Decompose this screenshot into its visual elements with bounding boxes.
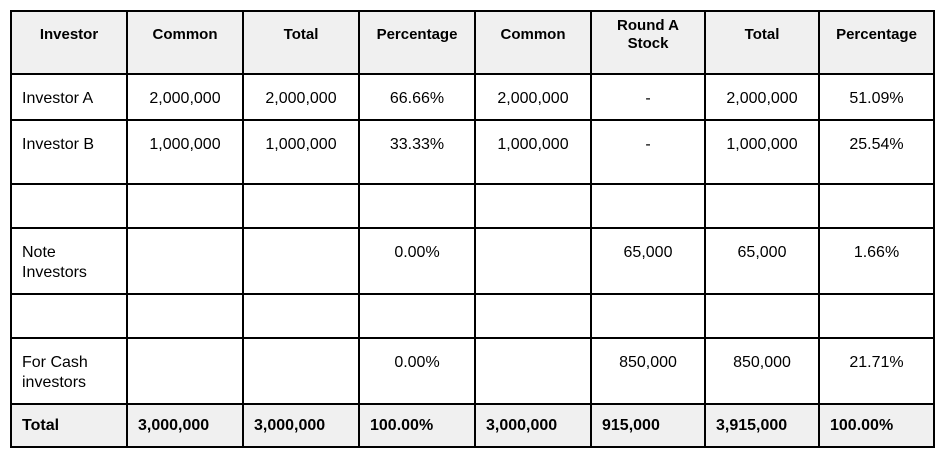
table-cell xyxy=(359,74,475,120)
table-cell xyxy=(591,338,705,404)
header-total xyxy=(243,11,359,74)
cap-table-container xyxy=(10,10,935,448)
header-investor xyxy=(11,11,127,74)
table-cell xyxy=(819,294,934,338)
investor-cell xyxy=(11,120,127,184)
total-cell xyxy=(359,404,475,447)
table-cell xyxy=(705,294,819,338)
cell-text xyxy=(476,295,590,309)
cell-text xyxy=(244,339,358,353)
cell-text xyxy=(476,229,590,243)
cell-text: 850,000 xyxy=(619,354,677,371)
cell-text: 1,000,000 xyxy=(497,136,569,153)
table-cell xyxy=(11,294,127,338)
cell-text: 0.00% xyxy=(394,354,440,371)
table-cell xyxy=(359,120,475,184)
cell-text: Total xyxy=(22,417,60,434)
cell-text xyxy=(706,185,818,199)
cell-text xyxy=(592,185,704,199)
table-row-empty xyxy=(11,294,934,338)
cell-text: 3,915,000 xyxy=(716,417,788,434)
header-total-2 xyxy=(705,11,819,74)
header-label: Round A Stock xyxy=(617,17,679,52)
table-cell xyxy=(591,120,705,184)
total-cell xyxy=(819,404,934,447)
cell-text xyxy=(360,295,474,309)
table-cell xyxy=(591,74,705,120)
investor-cell xyxy=(11,338,127,404)
cell-text: 33.33% xyxy=(389,136,445,153)
cell-text: 850,000 xyxy=(733,354,791,371)
table-cell xyxy=(475,184,591,228)
header-label: Total xyxy=(744,26,780,43)
header-label: Investor xyxy=(39,26,99,43)
cell-text: 1,000,000 xyxy=(265,136,337,153)
cell-text: - xyxy=(645,136,651,153)
cell-text: 100.00% xyxy=(370,417,434,434)
table-cell xyxy=(475,338,591,404)
cell-text: 66.66% xyxy=(389,90,445,107)
header-label: Common xyxy=(152,26,218,43)
cell-text: 65,000 xyxy=(737,244,787,261)
total-row xyxy=(11,404,934,447)
table-cell xyxy=(705,184,819,228)
table-cell xyxy=(819,184,934,228)
table-cell xyxy=(705,74,819,120)
table-cell xyxy=(819,228,934,294)
cell-text: 3,000,000 xyxy=(254,417,326,434)
cell-text: Investor B xyxy=(22,136,95,153)
cap-table xyxy=(10,10,935,448)
cell-text: 51.09% xyxy=(849,90,904,107)
header-percentage-2 xyxy=(819,11,934,74)
cell-text: 25.54% xyxy=(849,136,904,153)
table-cell xyxy=(475,294,591,338)
table-cell xyxy=(705,338,819,404)
cell-text: 2,000,000 xyxy=(726,90,798,107)
investor-cell xyxy=(11,74,127,120)
table-cell xyxy=(591,184,705,228)
table-cell xyxy=(127,74,243,120)
cell-text: For Cash investors xyxy=(22,354,88,391)
table-cell xyxy=(359,228,475,294)
table-row xyxy=(11,338,934,404)
cell-text xyxy=(128,295,242,309)
cell-text xyxy=(476,185,590,199)
table-cell xyxy=(243,294,359,338)
header-label: Percentage xyxy=(836,26,917,43)
cell-text xyxy=(128,339,242,353)
table-cell xyxy=(475,74,591,120)
header-label: Common xyxy=(500,26,566,43)
cell-text xyxy=(592,295,704,309)
header-round-a-stock xyxy=(591,11,705,74)
table-cell xyxy=(127,184,243,228)
cell-text: 65,000 xyxy=(623,244,673,261)
cell-text: 2,000,000 xyxy=(497,90,569,107)
total-cell xyxy=(127,404,243,447)
cell-text: 1,000,000 xyxy=(149,136,221,153)
cell-text: Investor A xyxy=(22,90,94,107)
total-label-cell xyxy=(11,404,127,447)
table-cell xyxy=(359,184,475,228)
table-row xyxy=(11,74,934,120)
cell-text: 1.66% xyxy=(853,244,900,261)
cell-text xyxy=(12,295,126,309)
cell-text xyxy=(706,295,818,309)
cell-text xyxy=(244,229,358,243)
cell-text xyxy=(244,295,358,309)
table-cell xyxy=(243,338,359,404)
cell-text: 2,000,000 xyxy=(265,90,337,107)
cell-text xyxy=(128,185,242,199)
cell-text xyxy=(820,295,933,309)
table-cell xyxy=(127,294,243,338)
table-cell xyxy=(819,120,934,184)
cell-text: 100.00% xyxy=(830,417,894,434)
cell-text: 21.71% xyxy=(849,354,904,371)
table-cell xyxy=(475,228,591,294)
cell-text xyxy=(128,229,242,243)
header-common xyxy=(127,11,243,74)
investor-cell xyxy=(11,228,127,294)
table-cell xyxy=(591,228,705,294)
table-cell xyxy=(819,338,934,404)
cell-text: 2,000,000 xyxy=(149,90,221,107)
table-cell xyxy=(591,294,705,338)
table-cell xyxy=(243,74,359,120)
table-cell xyxy=(819,74,934,120)
total-cell xyxy=(475,404,591,447)
header-percentage xyxy=(359,11,475,74)
cell-text xyxy=(360,185,474,199)
table-row xyxy=(11,228,934,294)
cell-text xyxy=(12,185,126,199)
cell-text: 3,000,000 xyxy=(138,417,210,434)
table-cell xyxy=(127,338,243,404)
header-common-2 xyxy=(475,11,591,74)
table-cell xyxy=(243,184,359,228)
table-cell xyxy=(127,228,243,294)
cell-text: 0.00% xyxy=(394,244,440,261)
total-cell xyxy=(591,404,705,447)
cell-text: 1,000,000 xyxy=(726,136,798,153)
table-cell xyxy=(243,120,359,184)
cell-text: 915,000 xyxy=(602,417,660,434)
header-label: Total xyxy=(283,26,319,43)
table-row xyxy=(11,120,934,184)
table-cell xyxy=(11,184,127,228)
total-cell xyxy=(243,404,359,447)
cell-text: Note Investors xyxy=(22,244,87,281)
total-cell xyxy=(705,404,819,447)
table-cell xyxy=(243,228,359,294)
table-cell xyxy=(475,120,591,184)
table-row-empty xyxy=(11,184,934,228)
header-label: Percentage xyxy=(376,26,458,43)
cell-text xyxy=(476,339,590,353)
table-cell xyxy=(705,120,819,184)
table-cell xyxy=(359,294,475,338)
header-row xyxy=(11,11,934,74)
cell-text: - xyxy=(645,90,651,107)
table-cell xyxy=(359,338,475,404)
table-cell xyxy=(127,120,243,184)
cell-text xyxy=(244,185,358,199)
cell-text xyxy=(820,185,933,199)
table-cell xyxy=(705,228,819,294)
cell-text: 3,000,000 xyxy=(486,417,558,434)
